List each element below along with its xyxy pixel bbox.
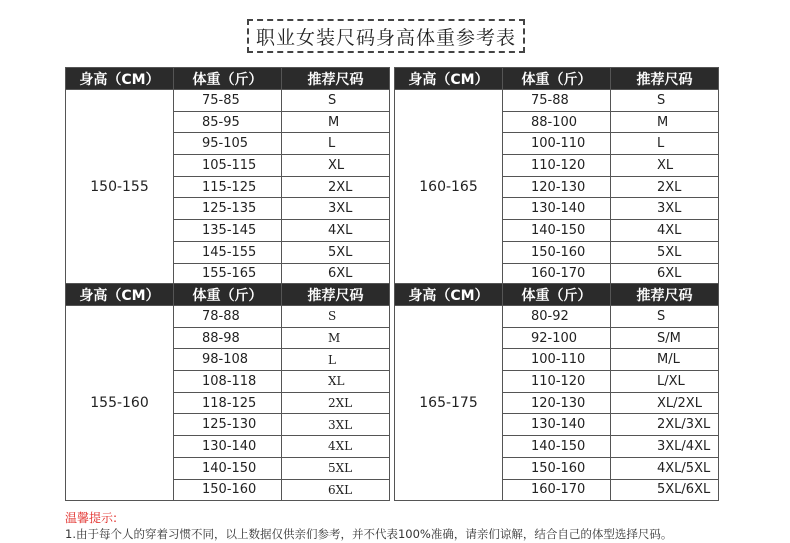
header-height: 身高（CM） <box>395 68 503 90</box>
weight-cell: 118-125 <box>174 392 282 414</box>
size-cell: S <box>611 90 719 112</box>
size-cell: 4XL <box>282 220 390 242</box>
weight-cell: 85-95 <box>174 111 282 133</box>
height-range-cell: 160-165 <box>395 90 503 285</box>
table-header-row <box>395 284 719 306</box>
weight-cell: 130-140 <box>503 198 611 220</box>
table-header-row <box>395 68 719 90</box>
weight-cell: 125-135 <box>174 198 282 220</box>
size-cell: 2XL/3XL <box>611 414 719 436</box>
header-size: 推荐尺码 <box>282 284 390 306</box>
size-cell: L <box>611 133 719 155</box>
weight-cell: 100-110 <box>503 133 611 155</box>
weight-cell: 160-170 <box>503 263 611 285</box>
size-table-160-165 <box>394 67 719 285</box>
weight-cell: 120-130 <box>503 392 611 414</box>
size-cell: L/XL <box>611 371 719 393</box>
weight-cell: 140-150 <box>503 436 611 458</box>
weight-cell: 160-170 <box>503 479 611 501</box>
height-range-cell: 155-160 <box>66 306 174 501</box>
weight-cell: 115-125 <box>174 176 282 198</box>
header-height: 身高（CM） <box>395 284 503 306</box>
table-header-row <box>66 284 390 306</box>
weight-cell: 80-92 <box>503 306 611 328</box>
disclaimer-note: 1.由于每个人的穿着习惯不同，以上数据仅供亲们参考，并不代表100%准确，请亲们谅解，结合自己的体型选择尺码。 <box>65 527 673 541</box>
size-cell: 2XL <box>282 176 390 198</box>
weight-cell: 120-130 <box>503 176 611 198</box>
weight-cell: 108-118 <box>174 371 282 393</box>
size-cell: 4XL <box>282 436 390 458</box>
size-cell: M/L <box>611 349 719 371</box>
header-weight: 体重（斤） <box>174 68 282 90</box>
size-cell: 3XL <box>282 414 390 436</box>
size-cell: 5XL <box>611 241 719 263</box>
weight-cell: 92-100 <box>503 327 611 349</box>
size-cell: 3XL <box>611 198 719 220</box>
size-cell: S <box>282 90 390 112</box>
height-range-cell: 165-175 <box>395 306 503 501</box>
weight-cell: 110-120 <box>503 371 611 393</box>
header-weight: 体重（斤） <box>503 68 611 90</box>
size-cell: XL <box>611 155 719 177</box>
size-table-150-155 <box>65 67 390 285</box>
header-size: 推荐尺码 <box>611 68 719 90</box>
weight-cell: 88-100 <box>503 111 611 133</box>
weight-cell: 78-88 <box>174 306 282 328</box>
size-table-165-175 <box>394 283 719 501</box>
size-cell: S/M <box>611 327 719 349</box>
weight-cell: 150-160 <box>174 479 282 501</box>
weight-cell: 130-140 <box>174 436 282 458</box>
size-cell: 5XL <box>282 241 390 263</box>
size-cell: 2XL <box>282 392 390 414</box>
table-row <box>395 90 719 112</box>
size-cell: S <box>282 306 390 328</box>
weight-cell: 95-105 <box>174 133 282 155</box>
header-height: 身高（CM） <box>66 68 174 90</box>
weight-cell: 98-108 <box>174 349 282 371</box>
weight-cell: 100-110 <box>503 349 611 371</box>
weight-cell: 145-155 <box>174 241 282 263</box>
header-weight: 体重（斤） <box>174 284 282 306</box>
weight-cell: 88-98 <box>174 327 282 349</box>
page-title: 职业女装尺码身高体重参考表 <box>247 19 525 53</box>
size-cell: 2XL <box>611 176 719 198</box>
size-cell: 6XL <box>282 479 390 501</box>
weight-cell: 150-160 <box>503 241 611 263</box>
weight-cell: 140-150 <box>503 220 611 242</box>
size-cell: XL/2XL <box>611 392 719 414</box>
weight-cell: 150-160 <box>503 457 611 479</box>
table-header-row <box>66 68 390 90</box>
size-cell: 6XL <box>282 263 390 285</box>
table-row <box>66 90 390 112</box>
weight-cell: 155-165 <box>174 263 282 285</box>
size-cell: 3XL <box>282 198 390 220</box>
size-cell: XL <box>282 371 390 393</box>
header-size: 推荐尺码 <box>282 68 390 90</box>
hint-label: 温馨提示: <box>65 511 118 525</box>
size-cell: 5XL <box>282 457 390 479</box>
size-cell: 3XL/4XL <box>611 436 719 458</box>
size-cell: L <box>282 133 390 155</box>
size-cell: 5XL/6XL <box>611 479 719 501</box>
table-row <box>395 306 719 328</box>
weight-cell: 75-85 <box>174 90 282 112</box>
weight-cell: 135-145 <box>174 220 282 242</box>
size-cell: M <box>282 327 390 349</box>
header-size: 推荐尺码 <box>611 284 719 306</box>
weight-cell: 140-150 <box>174 457 282 479</box>
weight-cell: 105-115 <box>174 155 282 177</box>
size-cell: XL <box>282 155 390 177</box>
height-range-cell: 150-155 <box>66 90 174 285</box>
weight-cell: 110-120 <box>503 155 611 177</box>
size-cell: M <box>282 111 390 133</box>
size-cell: 4XL/5XL <box>611 457 719 479</box>
size-table-155-160 <box>65 283 390 501</box>
header-weight: 体重（斤） <box>503 284 611 306</box>
weight-cell: 125-130 <box>174 414 282 436</box>
size-cell: 6XL <box>611 263 719 285</box>
header-height: 身高（CM） <box>66 284 174 306</box>
weight-cell: 75-88 <box>503 90 611 112</box>
size-cell: M <box>611 111 719 133</box>
size-cell: 4XL <box>611 220 719 242</box>
size-cell: S <box>611 306 719 328</box>
size-cell: L <box>282 349 390 371</box>
weight-cell: 130-140 <box>503 414 611 436</box>
table-row <box>66 306 390 328</box>
